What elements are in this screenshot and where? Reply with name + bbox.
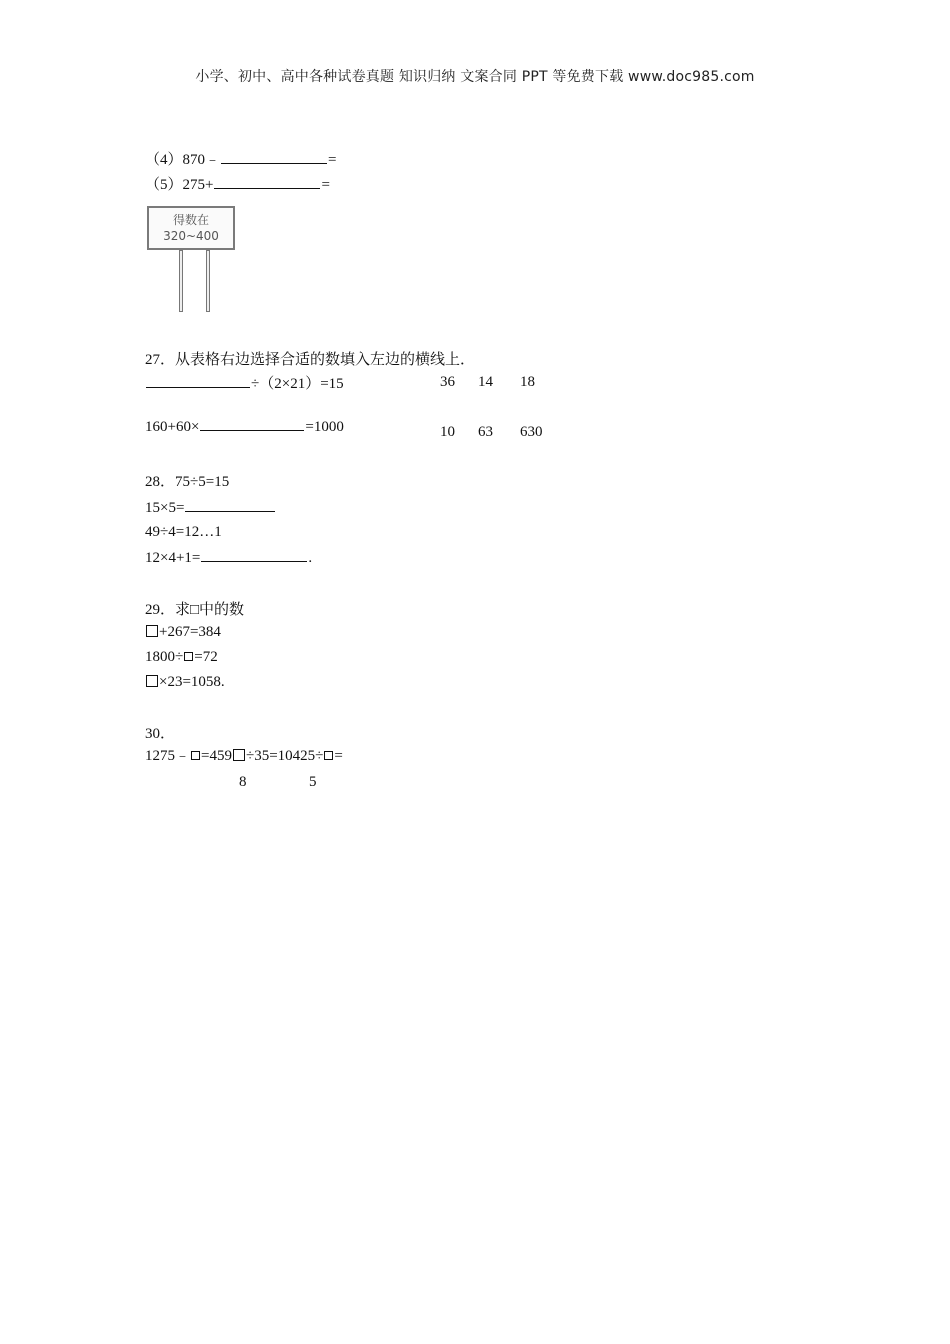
q30-part-1: 1275﹣ [145,748,191,764]
box-placeholder [324,751,333,760]
q28-line4-prefix: 12×4+1= [145,550,201,566]
q29-title: 29．求□中的数 [145,602,245,618]
q30-sub-1: 8 [239,774,247,790]
answer-blank[interactable] [146,374,250,388]
q26-item-4 [145,150,336,169]
q29-line2-suffix: =72 [194,649,218,665]
box-placeholder [184,652,193,661]
q30-part-4: = [334,748,343,764]
q30-equation [145,747,343,765]
q26-item4-suffix: = [328,152,337,168]
option-cell: 630 [520,424,543,440]
q29-line-1 [145,623,221,641]
q30-title: 30． [145,726,176,742]
option-cell: 36 [440,374,455,390]
option-cell: 10 [440,424,455,440]
q27-row2-suffix: =1000 [305,419,344,435]
sign-line-2: 320~400 [163,229,219,243]
page-header: 小学、初中、高中各种试卷真题 知识归纳 文案合同 PPT 等免费下载 www.doc985.com [195,69,755,85]
q26-item4-prefix: （4）870﹣ [145,152,221,168]
option-cell: 18 [520,374,535,390]
q27-row-2 [145,417,344,436]
q27-row2-prefix: 160+60× [145,419,200,435]
answer-blank[interactable] [201,548,307,562]
option-cell: 14 [478,374,493,390]
answer-blank[interactable] [185,498,275,512]
q29-line1-suffix: +267=384 [159,624,221,640]
box-placeholder [146,625,158,637]
q28-line-3: 49÷4=12…1 [145,524,222,540]
answer-blank[interactable] [200,417,304,431]
q30-sub-2: 5 [309,774,317,790]
sign-post-right [206,250,210,312]
q26-item5-prefix: （5）275+ [145,177,214,193]
option-cell: 63 [478,424,493,440]
q28-line-2 [145,498,276,517]
box-placeholder [233,749,245,761]
sign-board-illustration [147,206,235,250]
q29-line-3 [145,673,225,691]
q29-line3-suffix: ×23=1058. [159,674,225,690]
q30-part-3: ÷35=10425÷ [245,748,324,764]
q27-row-1 [145,374,344,393]
answer-blank[interactable] [221,150,327,164]
q27-title: 27．从表格右边选择合适的数填入左边的横线上． [145,352,476,368]
q28-line-4 [145,548,312,567]
sign-line-1: 得数在 [172,213,209,227]
q28-line-1: 28．75÷5=15 [145,474,230,490]
q28-line2-prefix: 15×5= [145,500,185,516]
sign-post-left [179,250,183,312]
q28-line4-suffix: . [308,550,313,566]
q29-line-2 [145,648,218,666]
box-placeholder [146,675,158,687]
q29-line2-prefix: 1800÷ [145,649,184,665]
answer-blank[interactable] [214,175,320,189]
q30-part-2: =459 [201,748,232,764]
box-placeholder [191,751,200,760]
q27-row1-suffix: ÷（2×21）=15 [251,376,344,392]
q26-item5-suffix: = [321,177,330,193]
q26-item-5 [145,175,330,194]
